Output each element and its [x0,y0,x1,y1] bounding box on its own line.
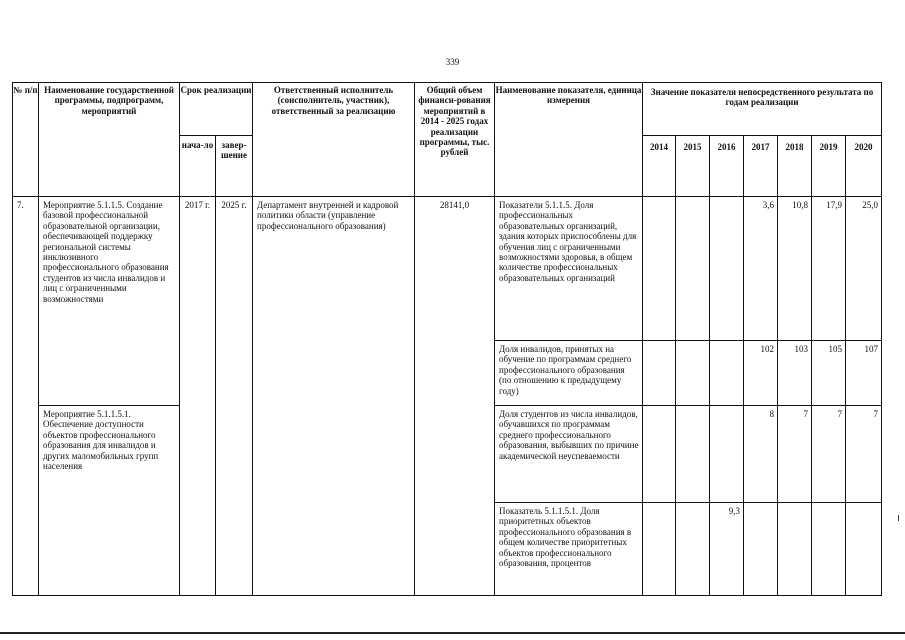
indicator-value: 107 [846,341,882,406]
indicator-value [643,341,676,406]
header-volume: Общий объем финанси-рования мероприятий в 2014 - 2025 годах реализации программы, тыс. рублей [415,83,495,197]
indicator-value [676,406,710,503]
indicator-value [710,341,744,406]
header-year: 2015 [676,136,710,197]
header-term-end: завер-шение [216,136,253,197]
indicator-value: 7 [778,406,812,503]
indicator-value [676,197,710,341]
indicator-value [643,406,676,503]
header-year: 2016 [710,136,744,197]
header-year: 2017 [744,136,778,197]
funding-volume: 28141,0 [415,197,495,596]
executor: Департамент внутренней и кадровой политики области (управление профессионального образования) [253,197,415,596]
header-name: Наименование государственной программы, подпрограмм, мероприятий [39,83,180,197]
scan-mark [898,515,899,521]
indicator-value: 105 [812,341,846,406]
indicator-value: 3,6 [744,197,778,341]
indicator-value: 7 [812,406,846,503]
indicator-value [643,197,676,341]
measure-sub: Мероприятие 5.1.1.5.1. Обеспечение доступности объектов профессионального образования для инвалидов и других маломобильных групп населения [39,406,180,596]
indicator-value: 7 [846,406,882,503]
indicator-value [744,503,778,596]
indicator-value [710,406,744,503]
header-year: 2019 [812,136,846,197]
page-number: 339 [445,57,460,67]
indicator-name: Доля инвалидов, принятых на обучение по программам среднего профессионального образования (по отношению к предыдущему году) [495,341,643,406]
program-table [12,82,882,596]
indicator-value: 102 [744,341,778,406]
indicator-value: 9,3 [710,503,744,596]
indicator-value [846,503,882,596]
indicator-name: Доля студентов из числа инвалидов, обучавшихся по программам среднего профессионального образования, выбывших по причине академической неуспеваемости [495,406,643,503]
indicator-value [812,503,846,596]
scan-edge-line [0,632,905,634]
indicator-value: 8 [744,406,778,503]
header-year: 2014 [643,136,676,197]
indicator-value: 103 [778,341,812,406]
indicator-name: Показатели 5.1.1.5. Доля профессиональных образовательных организаций, здания которых приспособлены для обучения лиц с ограниченными возможностями здоровья, в общем количестве профессиональных образовательных организаций [495,197,643,341]
measure-main: Мероприятие 5.1.1.5. Создание базовой профессиональной образовательной организации, обеспечивающей поддержку региональной системы инклюзивного профессионального образования студентов из числа инвалидов и лиц с ограниченными возможностями [39,197,180,406]
term-start: 2017 г. [180,197,216,596]
indicator-value [643,503,676,596]
indicator-value: 17,9 [812,197,846,341]
indicator-value [778,503,812,596]
header-year: 2020 [846,136,882,197]
header-term: Срок реализации [180,83,253,136]
indicator-value [710,197,744,341]
header-term-start: нача-ло [180,136,216,197]
indicator-value: 10,8 [778,197,812,341]
header-year: 2018 [778,136,812,197]
header-num: № п/п [13,83,39,197]
term-end: 2025 г. [216,197,253,596]
header-values: Значение показателя непосредственного результата по годам реализации [643,83,882,136]
row-number: 7. [13,197,39,596]
indicator-value: 25,0 [846,197,882,341]
indicator-name: Показатель 5.1.1.5.1. Доля приоритетных объектов профессионального образования в общем количестве приоритетных объектов профессионального образования, процентов [495,503,643,596]
indicator-value [676,503,710,596]
header-executor: Ответственный исполнитель (соисполнитель, участник), ответственный за реализацию [253,83,415,197]
header-indicator: Наименование показателя, единица измерения [495,83,643,197]
indicator-value [676,341,710,406]
